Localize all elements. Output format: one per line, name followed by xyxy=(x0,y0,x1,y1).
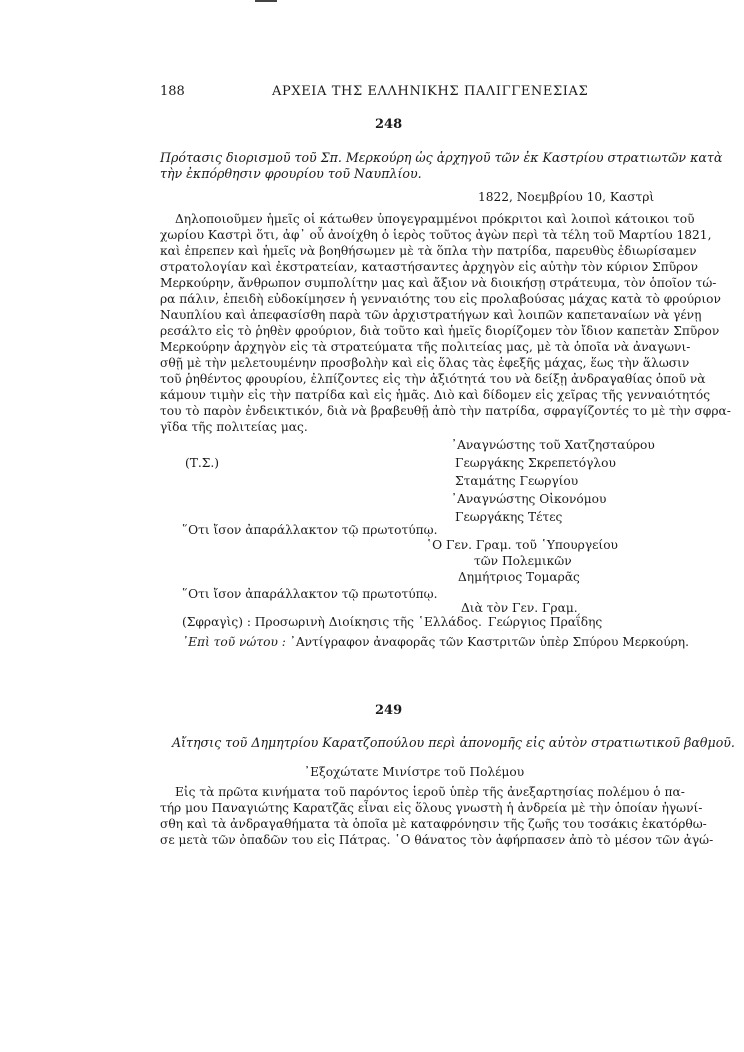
document-number-248: 248 xyxy=(375,117,403,132)
official-title: Διὰ τὸν Γεν. Γραμ. xyxy=(461,601,578,615)
document-title-line: τὴν ἐκπόρθησιν φρουρίου τοῦ Ναυπλίου. xyxy=(160,166,422,181)
verso-label: ᾽Επὶ τοῦ νώτου : xyxy=(182,635,286,649)
dateline: 1822, Νοεμβρίου 10, Καστρὶ xyxy=(478,190,655,204)
page-number: 188 xyxy=(160,84,185,99)
body-line: σθη καὶ τὰ ἀνδραγαθήματα τὰ ὁποῖα μὲ καταφρόνησιν τῆς ζωῆς του τοσάκις ἐκατόρθω- xyxy=(160,817,707,831)
official-title: τῶν Πολεμικῶν xyxy=(474,554,572,568)
seal-note: (Σφραγὶς) : Προσωρινὴ Διοίκησις τῆς ῾Ελλάδος. xyxy=(182,615,482,629)
attestation: ῞Οτι ἴσον ἀπαράλλακτον τῷ πρωτοτύπῳ. xyxy=(182,523,438,537)
top-edge-mark xyxy=(255,0,277,2)
body-line: τοῦ ῥηθέντος φρουρίου, ἐλπίζοντες εἰς τὴν ἀξιότητά του νὰ δείξῃ ἀνδραγαθίας ὁποῦ νὰ xyxy=(160,372,706,386)
body-line: γῖδα τῆς πολιτείας μας. xyxy=(160,420,308,434)
body-line: ρα πάλιν, ἐπειδὴ εὐδοκίμησεν ἡ γενναιότης του εἰς προλαβούσας μάχας κατὰ τὸ φρούριον xyxy=(160,292,721,306)
body-line: Εἰς τὰ πρῶτα κινήματα τοῦ παρόντος ἱεροῦ ὑπὲρ τῆς ἀνεξαρτησίας πολέμου ὁ πα- xyxy=(175,785,685,799)
body-line: στρατολογίαν καὶ ἐκστρατείαν, καταστήσαντες ἀρχηγὸν εἰς αὐτὴν τὸν κύριον Σπῦρον xyxy=(160,260,699,274)
body-line: σε μετὰ τῶν ὀπαδῶν του εἰς Πάτρας. ῾Ο θάνατος τὸν ἀφήρπασεν ἀπὸ τὸ μέσον τῶν ἀγώ- xyxy=(160,833,714,847)
document-number-249: 249 xyxy=(375,703,403,718)
body-line: Δηλοποιοῦμεν ἡμεῖς οἱ κάτωθεν ὑπογεγραμμένοι πρόκριτοι καὶ λοιποὶ κάτοικοι τοῦ xyxy=(175,212,695,226)
body-line: σθῇ μὲ τὴν μελετουμένην προσβολὴν καὶ εἰς ὅλας τὰς ἐφεξῆς μάχας, ἕως τὴν ἅλωσιν xyxy=(160,356,690,370)
document-title-line: Πρότασις διορισμοῦ τοῦ Σπ. Μερκούρη ὡς ἀρχηγοῦ τῶν ἐκ Καστρίου στρατιωτῶν κατὰ xyxy=(160,150,723,165)
signatory: Γεωργάκης Σκρεπετόγλου xyxy=(455,456,616,470)
salutation: ᾽Εξοχώτατε Μινίστρε τοῦ Πολέμου xyxy=(304,765,525,779)
signatory: ᾽Αναγνώστης Οἰκονόμου xyxy=(451,492,607,506)
seal-mark: (Τ.Σ.) xyxy=(185,456,220,470)
signatory: Σταμάτης Γεωργίου xyxy=(455,474,579,488)
signatory: ᾽Αναγνώστης τοῦ Χατζησταύρου xyxy=(451,438,655,452)
body-line: κάμουν τιμὴν εἰς τὴν πατρίδα καὶ εἰς ἡμᾶς. Διὸ καὶ δίδομεν εἰς χεῖρας τῆς γενναιότητός xyxy=(160,388,711,402)
body-line: ρεσάλτο εἰς τὸ ῥηθὲν φρούριον, διὰ τοῦτο καὶ ἡμεῖς διορίζομεν τὸν ἴδιον καπετὰν Σπῦρον xyxy=(160,324,720,338)
running-title: ΑΡΧΕΙΑ ΤΗΣ ΕΛΛΗΝΙΚΗΣ ΠΑΛΙΓΓΕΝΕΣΙΑΣ xyxy=(272,84,589,99)
body-line: τήρ μου Παναγιώτης Καρατζᾶς εἶναι εἰς ὅλους γνωστὴ ἡ ἀνδρεία μὲ τὴν ὁποίαν ἠγωνί- xyxy=(160,801,703,815)
signatory: Γεωργάκης Τέτες xyxy=(455,510,563,524)
body-line: καὶ ἐπρεπεν καὶ ἡμεῖς νὰ βοηθήσωμεν μὲ τὰ ὅπλα τὴν πατρίδα, παρευθὺς ἐδιωρίσαμεν xyxy=(160,244,697,258)
verso-note xyxy=(182,635,689,649)
official-title: ῾Ο Γεν. Γραμ. τοῦ ῾Υπουργείου xyxy=(426,538,618,552)
body-line: του τὸ παρὸν ἐνδεικτικόν, διὰ νὰ βραβευθῇ ἀπὸ τὴν πατρίδα, σφραγίζοντές το μὲ τὴν σφρα- xyxy=(160,404,731,418)
body-line: Μερκούρην ἀρχηγὸν εἰς τὰ στρατεύματα τῆς πολιτείας μας, μὲ τὰ ὁποῖα νὰ ἀναγωνι- xyxy=(160,340,691,354)
official-name: Δημήτριος Τομαρᾶς xyxy=(458,570,580,584)
body-line: Ναυπλίου καὶ ἀπεφασίσθη παρὰ τῶν ἀρχιστρατήγων καὶ λοιπῶν καπεταναίων νὰ γένῃ xyxy=(160,308,702,322)
official-name: Γεώργιος Πραΐδης xyxy=(488,615,603,629)
document-title: Αἴτησις τοῦ Δημητρίου Καρατζοπούλου περὶ ἀπονομῆς εἰς αὐτὸν στρατιωτικοῦ βαθμοῦ. xyxy=(172,735,735,750)
attestation: ῞Οτι ἴσον ἀπαράλλακτον τῷ πρωτοτύπῳ. xyxy=(182,587,438,601)
verso-text: ᾽Αντίγραφον ἀναφορᾶς τῶν Καστριτῶν ὑπὲρ Σπύρου Μερκούρη. xyxy=(289,635,689,649)
body-line: χωρίου Καστρὶ ὅτι, ἀφ᾽ οὗ ἀνοίχθη ὁ ἱερὸς τοῦτος ἀγὼν περὶ τὰ τέλη τοῦ Μαρτίου 1821, xyxy=(160,228,712,242)
body-line: Μερκούρην, ἄνθρωπον συμπολίτην μας καὶ ἄξιον νὰ διοικήσῃ στράτευμα, τὸν ὁποῖον τώ- xyxy=(160,276,717,290)
